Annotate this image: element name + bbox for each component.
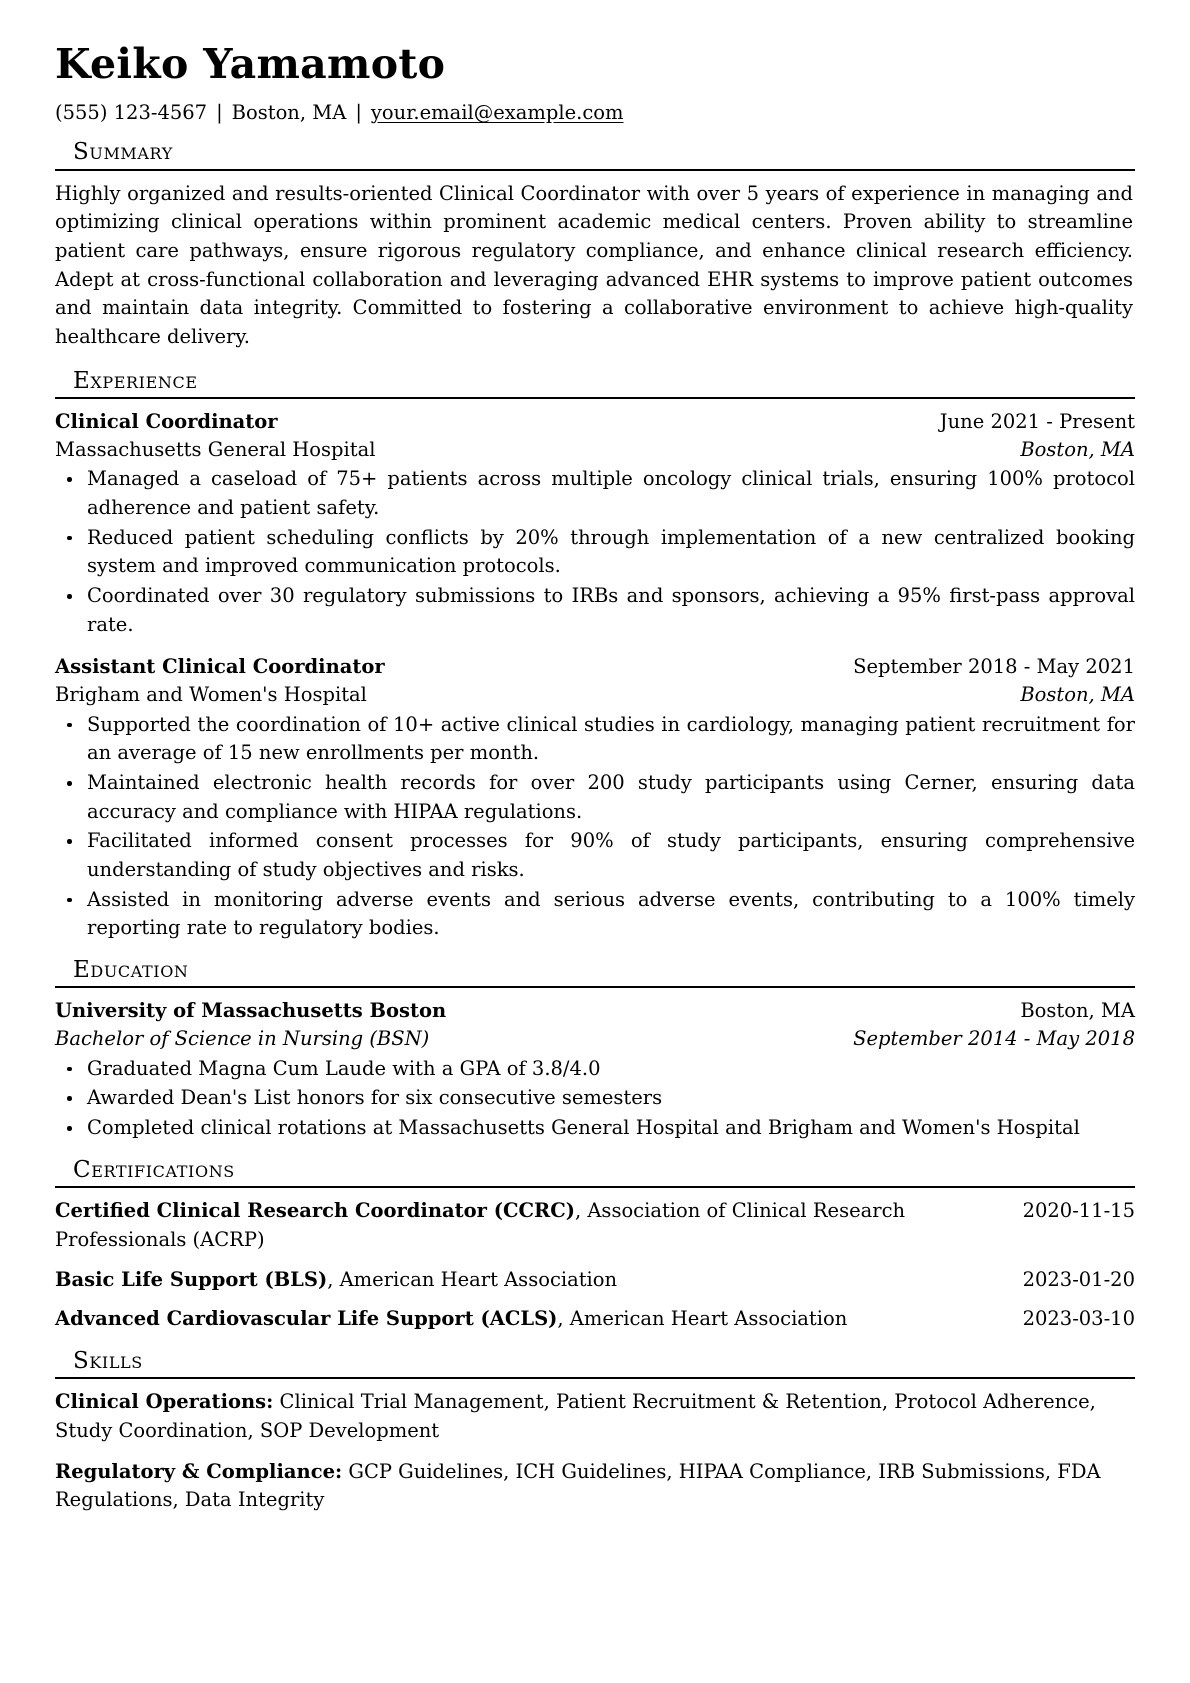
certification-date: 2020-11-15 [1022,1199,1135,1223]
section-rule [55,1186,1135,1188]
experience-section [55,368,1135,943]
contact-separator: | [355,100,362,124]
job-dates: September 2018 - May 2021 [853,655,1135,679]
certification-date: 2023-01-20 [1022,1267,1135,1291]
certification-issuer: , Association of Clinical Research Professionals (ACRP) [55,1199,906,1251]
experience-title-row [55,653,1135,681]
job-dates: June 2021 - Present [939,410,1135,434]
certification-item [55,1266,1135,1295]
education-bullets [55,1055,1135,1143]
certifications-section [55,1157,1135,1334]
experience-company-row [55,681,1135,709]
education-degree-row [55,1025,1135,1053]
job-location: Boston, MA [1020,437,1135,461]
section-rule [55,1377,1135,1379]
resume-header [55,42,1135,125]
contact-line [55,100,1135,125]
certification-issuer: , American Heart Association [557,1307,848,1331]
section-rule [55,986,1135,988]
experience-entry [55,408,1135,639]
bullet-item: Facilitated informed consent processes for 90% of study participants, ensuring comprehensive understanding of study objectives and risks. [55,827,1135,884]
school-name: University of Massachusetts Boston [55,999,447,1023]
bullet-item: Graduated Magna Cum Laude with a GPA of 3.8/4.0 [55,1055,1135,1084]
experience-company-row [55,436,1135,464]
certification-item [55,1305,1135,1334]
experience-bullets [55,711,1135,943]
bullet-item: Managed a caseload of 75+ patients across multiple oncology clinical trials, ensuring 100% protocol adherence and patient safety. [55,465,1135,522]
bullet-item: Awarded Dean's List honors for six consecutive semesters [55,1084,1135,1113]
skill-items: GCP Guidelines, ICH Guidelines, HIPAA Compliance, IRB Submissions, FDA Regulations, Data Integrity [55,1459,1101,1512]
job-title: Assistant Clinical Coordinator [55,655,385,679]
skills-section [55,1348,1135,1515]
email-link[interactable]: your.email@example.com [370,100,624,124]
bullet-item: Reduced patient scheduling conflicts by 20% through implementation of a new centralized booking system and improved communication protocols. [55,524,1135,581]
bullet-item: Completed clinical rotations at Massachusetts General Hospital and Brigham and Women's Hospital [55,1114,1135,1143]
skill-group [55,1458,1135,1515]
degree-name: Bachelor of Science in Nursing (BSN) [55,1027,430,1051]
bullet-item: Assisted in monitoring adverse events and serious adverse events, contributing to a 100% timely reporting rate to regulatory bodies. [55,886,1135,943]
skill-category: Regulatory & Compliance: [55,1459,343,1483]
section-title-summary: Summary [73,139,173,166]
company-name: Brigham and Women's Hospital [55,683,367,707]
experience-entry [55,653,1135,943]
education-entry [55,997,1135,1142]
location-text: Boston, MA [231,100,347,124]
job-location: Boston, MA [1020,683,1135,707]
contact-separator: | [216,100,223,124]
skill-items: Clinical Trial Management, Patient Recruitment & Retention, Protocol Adherence, Study Coordination, SOP Development [55,1390,1096,1442]
summary-text: Highly organized and results-oriented Clinical Coordinator with over 5 years of experience in managing and optimizing clinical operations within prominent academic medical centers. Proven ability to streamline patient care pathways, ensure rigorous regulatory compliance, and enhance clinical research efficiency. Adept at cross-functional collaboration and leveraging advanced EHR systems to improve patient outcomes and maintain data integrity. Committed to fostering a collaborative environment to achieve high-quality healthcare delivery. [55,181,1133,348]
summary-section [55,139,1135,353]
company-name: Massachusetts General Hospital [55,437,376,461]
education-school-row [55,997,1135,1025]
certification-name: Advanced Cardiovascular Life Support (ACLS) [55,1307,558,1331]
experience-title-row [55,408,1135,436]
section-title-skills: Skills [73,1347,143,1374]
job-title: Clinical Coordinator [55,410,278,434]
section-title-education: Education [73,957,189,983]
school-location: Boston, MA [1020,999,1135,1023]
bullet-item: Supported the coordination of 10+ active clinical studies in cardiology, managing patient recruitment for an average of 15 new enrollments per month. [55,711,1135,768]
section-title-certifications: Certifications [73,1156,235,1183]
certification-issuer: , American Heart Association [327,1267,618,1291]
section-rule [55,397,1135,399]
bullet-item: Maintained electronic health records for over 200 study participants using Cerner, ensuring data accuracy and compliance with HIPAA regulations. [55,769,1135,826]
certification-name: Basic Life Support (BLS) [55,1267,328,1291]
skill-group [55,1388,1135,1445]
skill-category: Clinical Operations: [55,1390,274,1414]
section-rule [55,169,1135,171]
certification-name: Certified Clinical Research Coordinator (CCRC) [55,1199,575,1223]
candidate-name: Keiko Yamamoto [55,40,446,88]
section-title-experience: Experience [73,367,198,394]
education-dates: September 2014 - May 2018 [853,1027,1135,1051]
certification-date: 2023-03-10 [1022,1307,1135,1331]
certification-item [55,1197,1135,1254]
experience-bullets [55,465,1135,639]
phone-number: (555) 123-4567 [55,100,208,124]
education-section [55,957,1135,1143]
bullet-item: Coordinated over 30 regulatory submissions to IRBs and sponsors, achieving a 95% first-pass approval rate. [55,582,1135,639]
